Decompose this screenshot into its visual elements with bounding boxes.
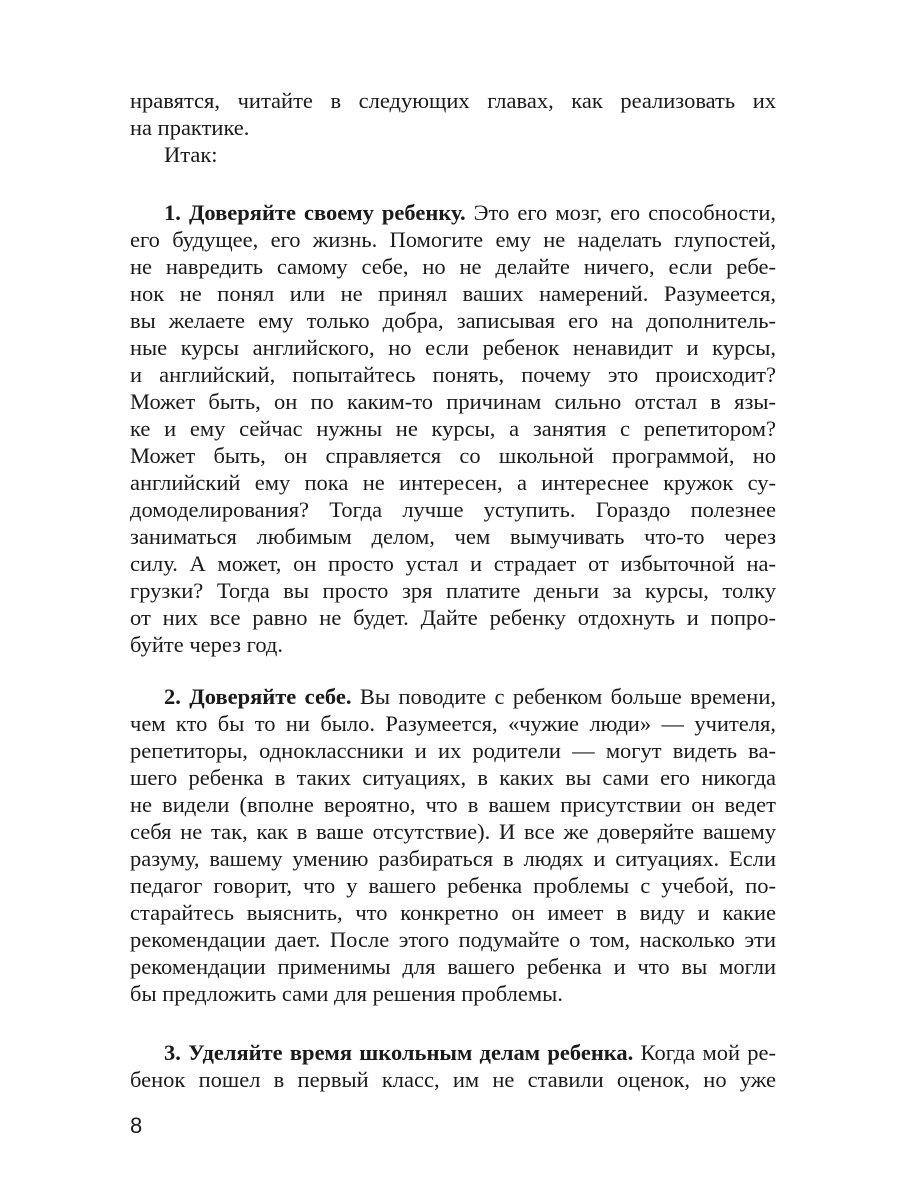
text-line: шего ребенка в таких ситуациях, в каких вы сами его никогда bbox=[130, 765, 776, 790]
text-line: английский ему пока не интересен, а интереснее кружок су- bbox=[130, 470, 776, 495]
section-2-heading: 2. Доверяйте себе. bbox=[164, 684, 352, 709]
section-1-paragraph bbox=[130, 199, 776, 658]
text-line: нравятся, читайте в следующих главах, как реализовать их bbox=[130, 88, 776, 113]
text-line: Может быть, он по каким-то причинам сильно отстал в язы- bbox=[130, 389, 776, 414]
text-line: старайтесь выяснить, что конкретно он имеет в виду и какие bbox=[130, 900, 776, 925]
text-line: нок не понял или не принял ваших намерений. Разумеется, bbox=[130, 281, 776, 306]
text-line: ке и ему сейчас нужны не курсы, а занятия с репетитором? bbox=[130, 416, 776, 441]
page-number: 8 bbox=[130, 1113, 143, 1138]
section-3-heading: 3. Уделяйте время школьным делам ребенка. bbox=[164, 1040, 634, 1065]
text-line: не навредить самому себе, но не делайте ничего, если ребе- bbox=[130, 254, 776, 279]
intro-paragraph bbox=[130, 87, 776, 168]
section-3-first-line bbox=[130, 1039, 776, 1066]
text-line: вы желаете ему только добра, записывая его на дополнитель- bbox=[130, 308, 776, 333]
section-1-first-line-text: Это его мозг, его способности, bbox=[465, 200, 776, 225]
text-line: грузки? Тогда вы просто зря платите деньги за курсы, толку bbox=[130, 578, 776, 603]
text-line: рекомендации применимы для вашего ребенка и что вы могли bbox=[130, 954, 776, 979]
text-line: репетиторы, одноклассники и их родители — могут видеть ва- bbox=[130, 738, 776, 763]
text-line: ные курсы английского, но если ребенок ненавидит и курсы, bbox=[130, 335, 776, 360]
text-line: Итак: bbox=[164, 142, 218, 167]
text-line: и английский, попытайтесь понять, почему это происходит? bbox=[130, 362, 776, 387]
section-3-paragraph bbox=[130, 1039, 776, 1093]
text-line: себя не так, как в ваше отсутствие). И все же доверяйте вашему bbox=[130, 819, 776, 844]
text-line: буйте через год. bbox=[130, 632, 283, 657]
text-line: Может быть, он справляется со школьной программой, но bbox=[130, 443, 776, 468]
text-line: чем кто бы то ни было. Разумеется, «чужие люди» — учителя, bbox=[130, 711, 776, 736]
text-line: бенок пошел в первый класс, им не ставили оценок, но уже bbox=[130, 1067, 776, 1092]
text-line: не видели (вполне вероятно, что в вашем присутствии он ведет bbox=[130, 792, 776, 817]
text-line: силу. А может, он просто устал и страдает от избыточной на- bbox=[130, 551, 776, 576]
text-line: на практике. bbox=[130, 115, 250, 140]
section-2-first-line-text: Вы поводите с ребенком больше времени, bbox=[351, 684, 776, 709]
text-line: педагог говорит, что у вашего ребенка проблемы с учебой, по- bbox=[130, 873, 776, 898]
section-2-first-line bbox=[130, 683, 776, 710]
text-line: бы предложить сами для решения проблемы. bbox=[130, 981, 563, 1006]
text-line: разуму, вашему умению разбираться в людях и ситуациях. Если bbox=[130, 846, 776, 871]
text-line: домоделирования? Тогда лучше уступить. Гораздо полезнее bbox=[130, 497, 776, 522]
text-line: от них все равно не будет. Дайте ребенку отдохнуть и попро- bbox=[130, 605, 776, 630]
section-2-paragraph bbox=[130, 683, 776, 1007]
text-line: заниматься любимым делом, чем вымучивать что-то через bbox=[130, 524, 776, 549]
section-3-first-line-text: Когда мой ре- bbox=[633, 1040, 776, 1065]
section-1-first-line bbox=[130, 199, 776, 226]
section-1-heading: 1. Доверяйте своему ребенку. bbox=[164, 200, 466, 225]
text-line: рекомендации дает. После этого подумайте о том, насколько эти bbox=[130, 927, 776, 952]
text-line: его будущее, его жизнь. Помогите ему не наделать глупостей, bbox=[130, 227, 776, 252]
